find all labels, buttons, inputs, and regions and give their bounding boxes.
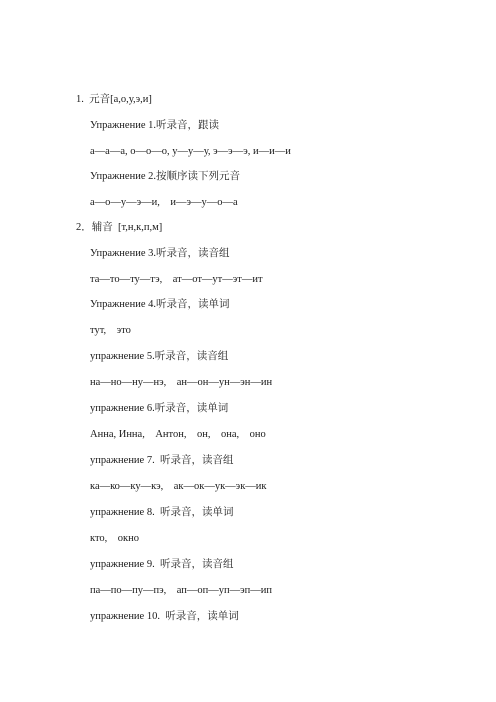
exercise-4-title: Упражнение 4.听录音，读单词 (90, 299, 230, 310)
exercise-8-content: кто, окно (90, 533, 140, 544)
exercise-3-content: та—то—ту—тэ, ат—от—ут—эт—ит (90, 274, 263, 285)
exercise-3-title: Упражнение 3.听录音，读音组 (90, 248, 230, 259)
section-1-heading: 1. 元音[а,о,у,э,и] (76, 94, 152, 105)
exercise-1-title: Упражнение 1.听录音，跟读 (90, 120, 219, 131)
exercise-7-title: упражнение 7. 听录音，读音组 (90, 455, 234, 466)
exercise-4-content: тут, это (90, 325, 131, 336)
exercise-2-title: Упражнение 2.按顺序读下列元音 (90, 171, 240, 182)
exercise-6-content: Анна, Инна, Антон, он, она, оно (90, 429, 266, 440)
exercise-2-content: а—о—у—э—и, и—э—у—о—а (90, 197, 238, 208)
exercise-10-title: упражнение 10. 听录音，读单词 (90, 611, 239, 622)
exercise-8-title: упражнение 8. 听录音，读单词 (90, 507, 234, 518)
exercise-9-content: па—по—пу—пэ, ап—оп—уп—эп—ип (90, 585, 273, 596)
exercise-9-title: упражнение 9. 听录音，读音组 (90, 559, 234, 570)
section-2-heading: 2．辅音 [т,н,к,п,м] (76, 222, 163, 233)
exercise-5-title: упражнение 5.听录音，读音组 (90, 351, 229, 362)
exercise-1-content: а—а—а, о—о—о, у—у—у, э—э—э, и—и—и (90, 146, 291, 157)
exercise-5-content: на—но—ну—нэ, ан—он—ун—эн—ин (90, 377, 273, 388)
exercise-7-content: ка—ко—ку—кэ, ак—ок—ук—эк—ик (90, 481, 267, 492)
exercise-6-title: упражнение 6.听录音，读单词 (90, 403, 229, 414)
